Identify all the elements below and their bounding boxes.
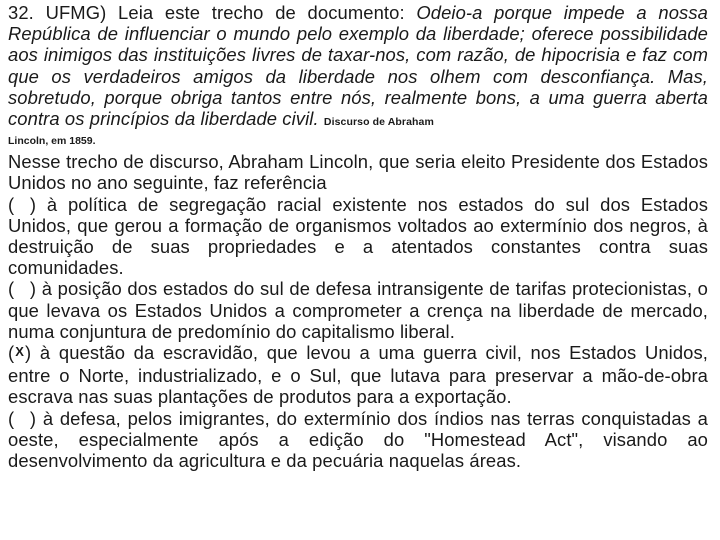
option-checkbox[interactable]: ( ) bbox=[8, 278, 37, 300]
option-text: à posição dos estados do sul de defesa intransigente de tarifas protecionistas, o que levava os Estados Unidos a comprometer a crença na liberdade de mercado, numa conjuntura de predomínio do capitalismo liberal. bbox=[8, 278, 708, 342]
document-page bbox=[8, 2, 708, 471]
option-1 bbox=[8, 194, 708, 279]
question-number: 32. bbox=[8, 2, 34, 23]
question-prompt: Nesse trecho de discurso, Abraham Lincoln, que seria eleito Presidente dos Estados Unidos no ano seguinte, faz referência bbox=[8, 151, 708, 194]
option-text: à política de segregação racial existente nos estados do sul dos Estados Unidos, que gerou a formação de organismos voltados ao extermínio dos negros, à destruição de suas propriedades e a atentados constantes contra suas comunidades. bbox=[8, 193, 709, 279]
question-origin: UFMG) Leia este trecho de documento: bbox=[45, 2, 405, 23]
option-3 bbox=[8, 342, 708, 408]
option-text: à defesa, pelos imigrantes, do extermínio dos índios nas terras conquistadas a oeste, especialmente após a edição do "Homestead Act", visando ao desenvolvimento da agricultura e da pecuária naquelas áreas. bbox=[8, 407, 708, 472]
option-4 bbox=[8, 408, 708, 472]
option-checkbox[interactable]: ( ) bbox=[8, 193, 37, 215]
question-statement bbox=[8, 2, 708, 133]
check-mark-icon: X bbox=[15, 344, 25, 360]
document-quote: Odeio-a porque impede a nossa República de influenciar o mundo pelo exemplo da liberdade; oferece possibilidade aos inimigos das instituições livres de taxar-nos, com razão, de hipocrisia e faz com que os verdadeiros amigos da liberdade nos olhem com desconfiança. Mas, sobretudo, porque obriga tantos entre nós, realmente bons, a uma guerra aberta contra os princípios da liberdade civil. bbox=[8, 2, 708, 130]
option-checkbox[interactable]: ( ) bbox=[8, 407, 37, 429]
source-citation: Discurso de Abraham bbox=[323, 116, 434, 129]
option-text: à questão da escravidão, que levou a uma guerra civil, nos Estados Unidos, entre o Norte, industrializado, e o Sul, que lutava para preservar a mão-de-obra escrava nas suas plantações de produtos para a exportação. bbox=[8, 342, 709, 408]
option-2 bbox=[8, 278, 708, 342]
option-checkbox-checked[interactable]: (X) bbox=[8, 342, 32, 364]
source-citation-continued: Lincoln, em 1859. bbox=[8, 135, 96, 148]
